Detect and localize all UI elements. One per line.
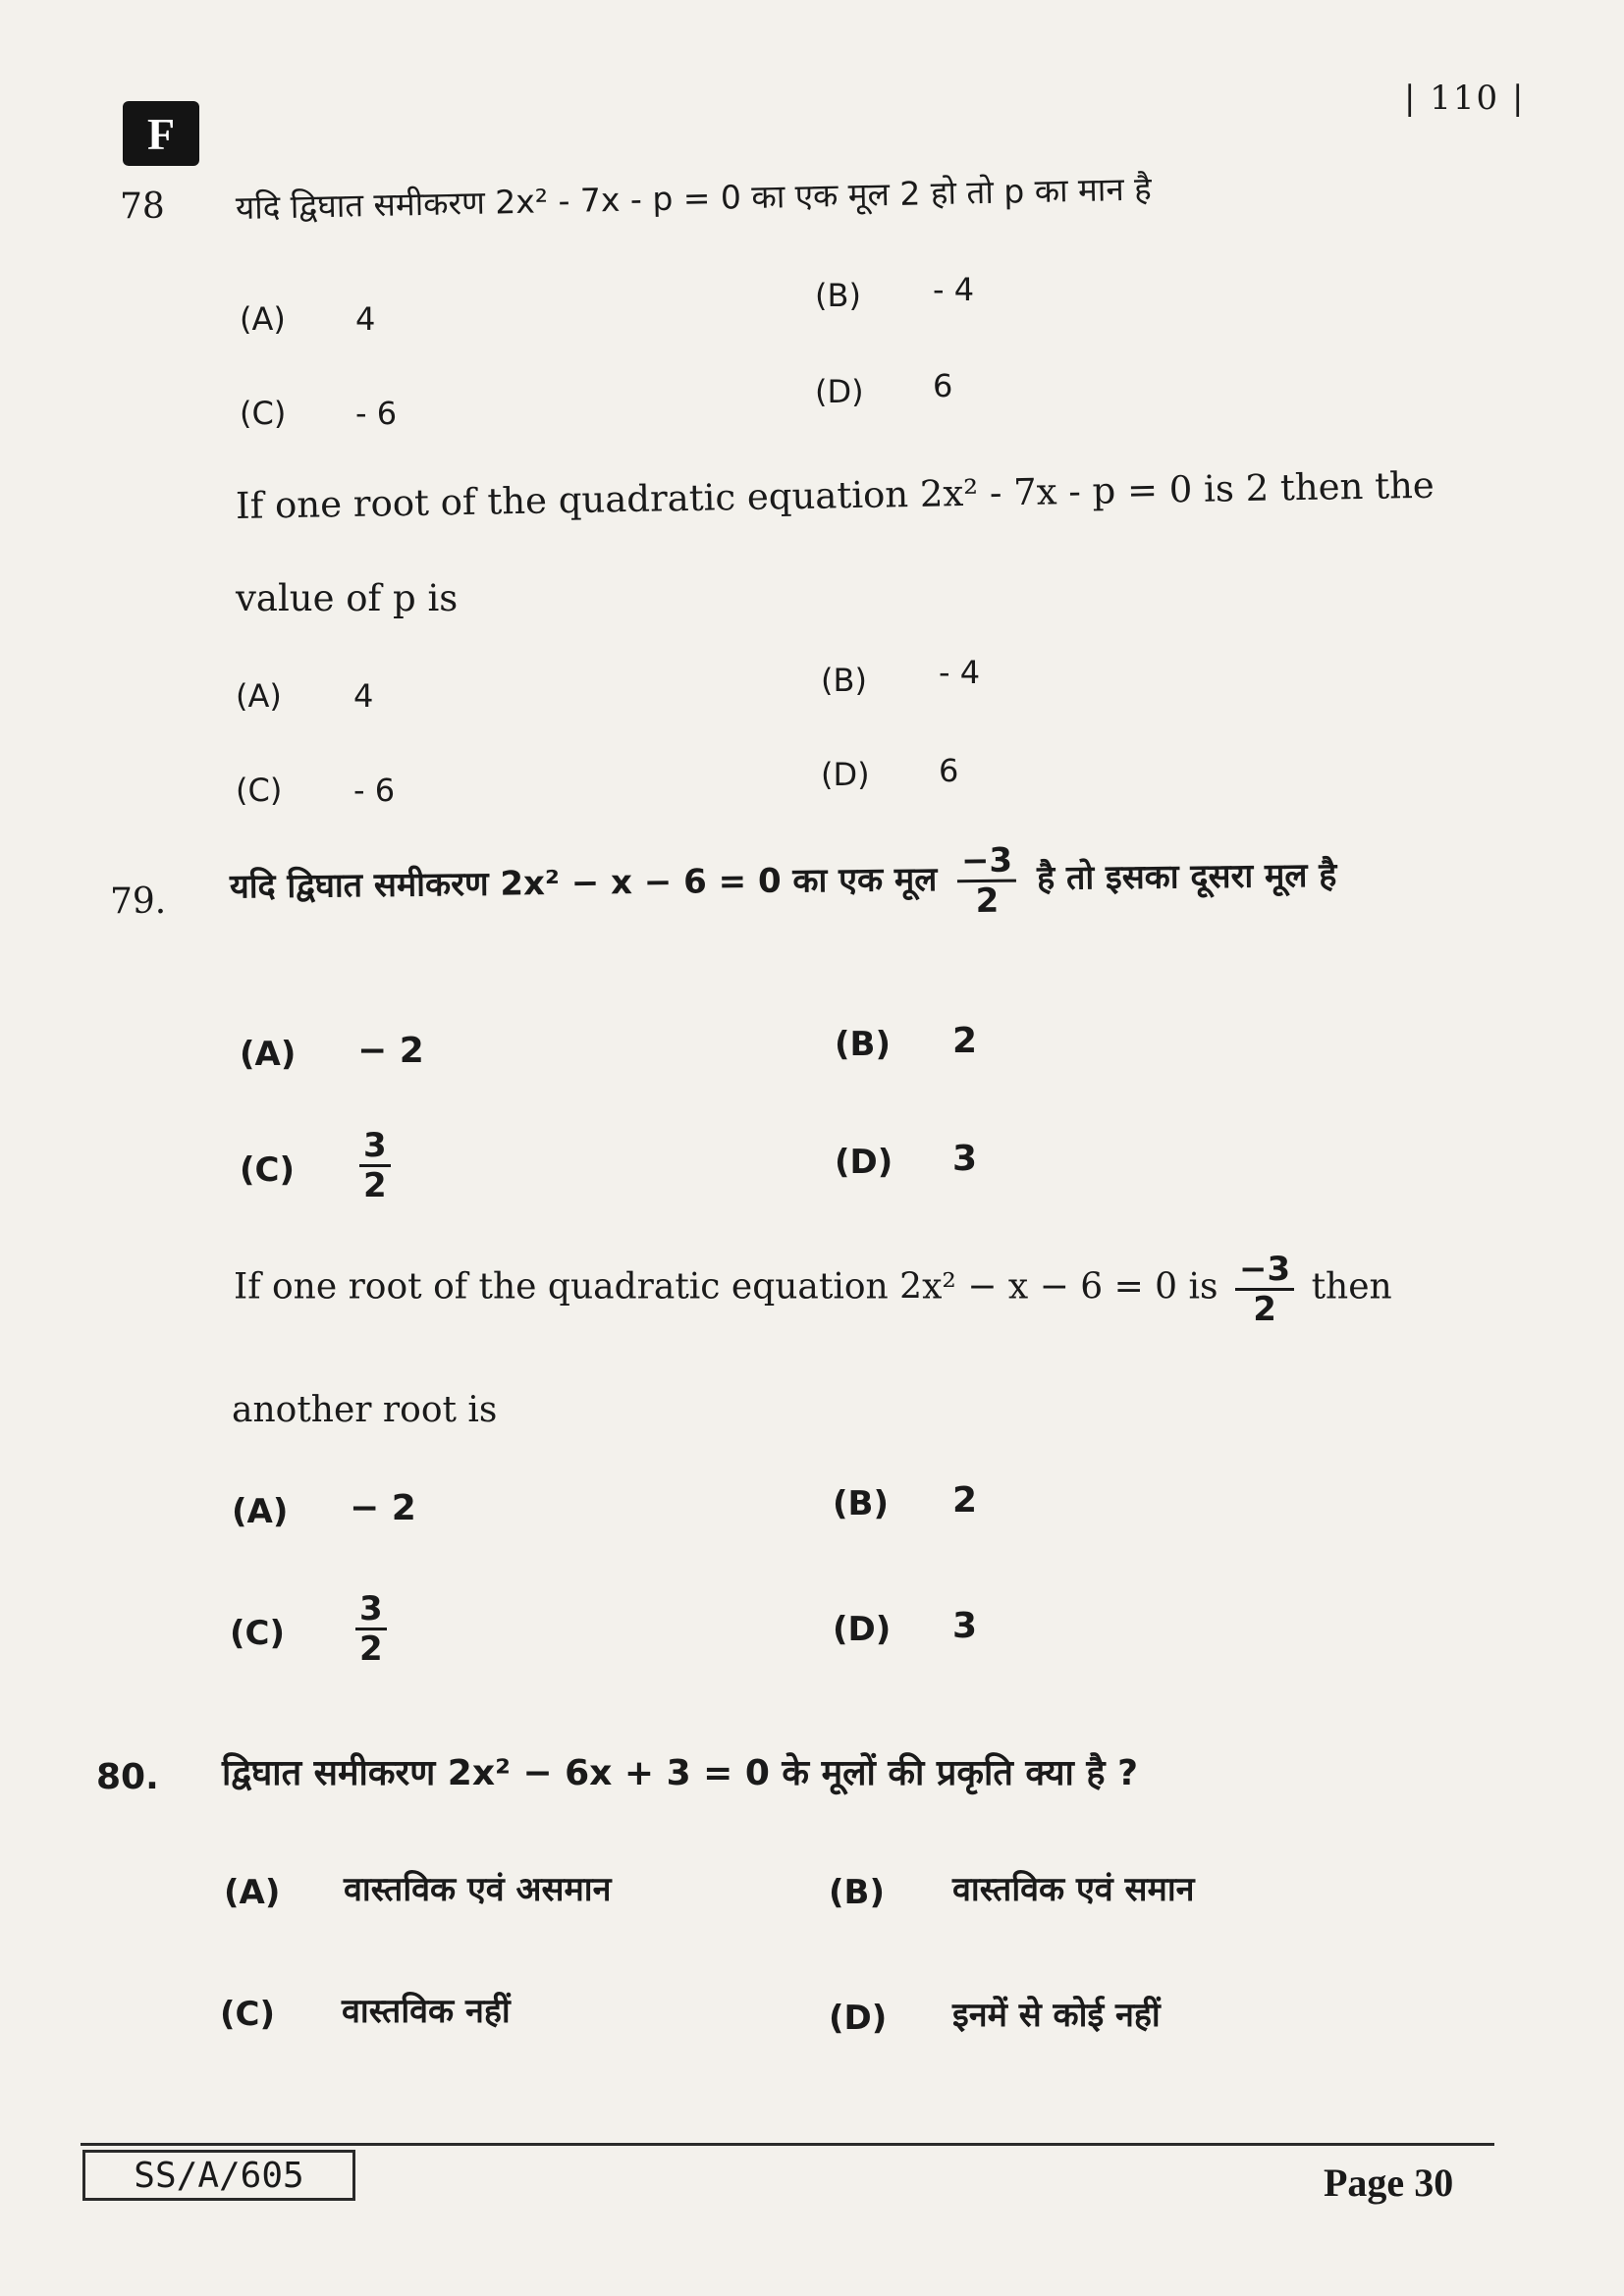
- question-79-english-text-before: If one root of the quadratic equation 2x² − x − 6 = 0 is: [234, 1266, 1218, 1308]
- option-c-fraction: [359, 1126, 391, 1205]
- q79-hi-option-d-value: 3: [952, 1139, 978, 1179]
- q78-en-option-a-label: (A): [236, 677, 282, 715]
- q80-option-a-label: (A): [224, 1873, 281, 1912]
- q78-hi-option-b-value: - 4: [933, 271, 975, 308]
- q78-hi-option-c-value: - 6: [355, 395, 398, 432]
- q80-option-b-value: वास्तविक एवं समान: [952, 1870, 1195, 1909]
- q79-hi-option-c-value: [359, 1126, 391, 1205]
- q79-hi-option-a-label: (A): [240, 1035, 297, 1074]
- question-79-english-line2: another root is: [232, 1390, 498, 1430]
- fraction-numerator: −3: [957, 844, 1017, 883]
- q78-en-option-a-value: 4: [353, 677, 374, 715]
- q78-hi-option-d-value: 6: [933, 367, 953, 404]
- q79-en-option-a-label: (A): [232, 1492, 289, 1531]
- q78-en-option-d-label: (D): [821, 756, 870, 793]
- q78-en-option-b-value: - 4: [939, 654, 981, 691]
- fraction-denominator: 2: [363, 1166, 387, 1205]
- fraction-denominator: 2: [359, 1629, 383, 1669]
- question-79-hindi-row: [230, 840, 1337, 926]
- q78-en-option-c-label: (C): [236, 772, 283, 809]
- fraction-numerator: 3: [359, 1129, 391, 1167]
- page-id: | 110 |: [1404, 79, 1526, 118]
- question-79-hindi-text-after: है तो इसका दूसरा मूल है: [1036, 855, 1337, 898]
- question-79-hindi-text-before: यदि द्विघात समीकरण 2x² − x − 6 = 0 का एक मूल: [229, 859, 938, 907]
- paper-code-box: [82, 2150, 355, 2201]
- q78-en-option-b-label: (B): [821, 662, 867, 699]
- q79-en-option-b-value: 2: [952, 1480, 978, 1521]
- question-78-english-line2: value of p is: [236, 577, 459, 619]
- q78-hi-option-a-value: 4: [355, 300, 376, 338]
- q78-en-option-c-value: - 6: [353, 772, 396, 809]
- paper-code: SS/A/605: [134, 2155, 304, 2196]
- footer-divider: [81, 2143, 1494, 2146]
- q78-hi-option-a-label: (A): [240, 300, 286, 338]
- q80-option-d-value: इनमें से कोई नहीं: [952, 1996, 1161, 2035]
- question-79-english-row: [234, 1250, 1392, 1329]
- question-80-number: 80.: [96, 1757, 159, 1797]
- q79-en-option-d-value: 3: [952, 1606, 978, 1646]
- q79-hi-option-a-value: − 2: [357, 1031, 424, 1071]
- q78-hi-option-d-label: (D): [815, 373, 864, 410]
- page-number: Page 30: [1324, 2161, 1454, 2205]
- q79-hi-option-b-value: 2: [952, 1021, 978, 1061]
- question-79-number: 79.: [110, 881, 167, 922]
- fraction-denominator: 2: [1253, 1290, 1276, 1329]
- question-80-text: द्विघात समीकरण 2x² − 6x + 3 = 0 के मूलों की प्रकृति क्या है ?: [222, 1753, 1138, 1793]
- fraction-denominator: 2: [975, 881, 1000, 922]
- q79-en-option-c-label: (C): [230, 1614, 286, 1653]
- q80-option-d-label: (D): [829, 1999, 888, 2038]
- q79-hi-option-d-label: (D): [835, 1143, 893, 1182]
- q79-en-option-b-label: (B): [833, 1484, 889, 1523]
- question-78-english-line1: If one root of the quadratic equation 2x² - 7x - p = 0 is 2 then the: [235, 463, 1435, 527]
- q79-hi-option-b-label: (B): [835, 1025, 891, 1064]
- q79-hi-option-c-label: (C): [240, 1150, 296, 1190]
- q78-hi-option-b-label: (B): [815, 277, 861, 314]
- set-badge: F: [123, 101, 199, 166]
- q79-en-option-a-value: − 2: [350, 1488, 416, 1528]
- q80-option-b-label: (B): [829, 1873, 885, 1912]
- q78-hi-option-c-label: (C): [240, 395, 287, 432]
- option-c-fraction: [355, 1589, 387, 1669]
- question-78-number: 78: [120, 187, 165, 227]
- fraction-numerator: −3: [1235, 1253, 1294, 1291]
- q80-option-c-value: वास्तविक नहीं: [342, 1992, 511, 2031]
- question-78-hindi-text: यदि द्विघात समीकरण 2x² - 7x - p = 0 का एक मूल 2 हो तो p का मान है: [235, 169, 1153, 227]
- question-79-english-text-after: then: [1311, 1266, 1392, 1308]
- q78-en-option-d-value: 6: [939, 752, 959, 789]
- fraction-numerator: 3: [355, 1592, 387, 1630]
- q79-en-option-d-label: (D): [833, 1610, 892, 1649]
- question-79-hindi-fraction: [957, 840, 1017, 922]
- q79-en-option-c-value: [355, 1589, 387, 1669]
- question-79-english-fraction: [1235, 1250, 1294, 1329]
- q80-option-c-label: (C): [220, 1995, 276, 2034]
- q80-option-a-value: वास्तविक एवं असमान: [344, 1870, 612, 1909]
